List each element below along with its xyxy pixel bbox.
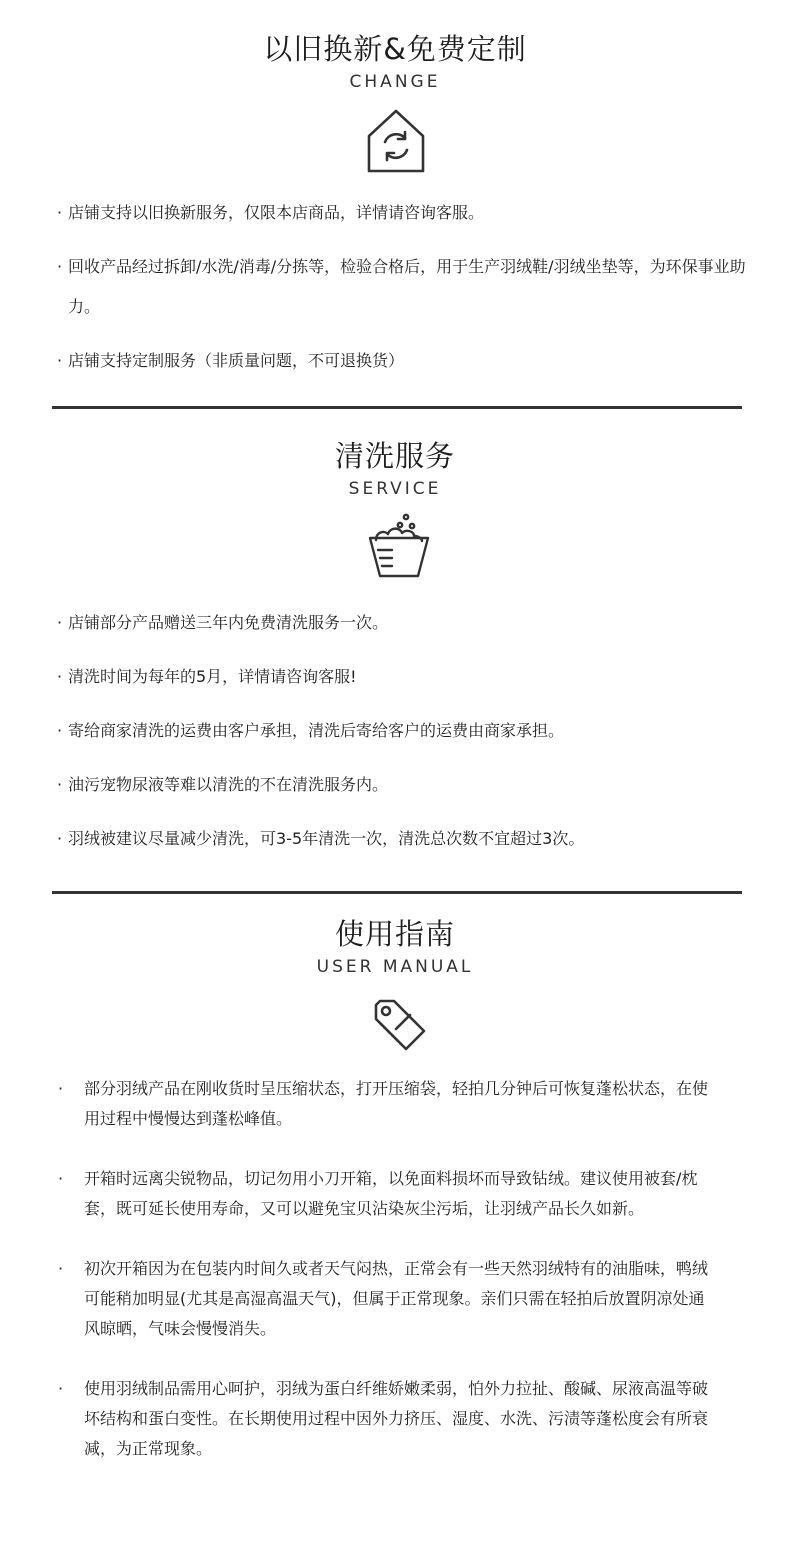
change-section-header: [0, 31, 790, 93]
manual-list: [56, 1074, 720, 1494]
bullet-dot: ·: [58, 1379, 64, 1398]
house-recycle-icon: [365, 108, 427, 174]
change-subtitle: CHANGE: [349, 72, 441, 92]
list-item: · 部分羽绒产品在刚收货时呈压缩状态，打开压缩袋，轻拍几分钟后可恢复蓬松状态，在使用过程中慢慢达到蓬松峰值。: [56, 1074, 720, 1134]
bullet-dot: ·: [57, 775, 63, 794]
bullet-dot: ·: [57, 721, 63, 740]
list-item: · 羽绒被建议尽量减少清洗，可3-5年清洗一次，清洗总次数不宜超过3次。: [56, 826, 746, 852]
service-title: 清洗服务: [334, 439, 455, 473]
list-item: · 开箱时远离尖锐物品，切记勿用小刀开箱，以免面料损坏而导致钻绒。建议使用被套/枕套，既可延长使用寿命，又可以避免宝贝沾染灰尘污垢，让羽绒产品长久如新。: [56, 1164, 720, 1224]
bullet-dot: ·: [57, 257, 63, 276]
list-item: · 使用羽绒制品需用心呵护，羽绒为蛋白纤维娇嫩柔弱，怕外力拉扯、酸碱、尿液高温等破坏结构和蛋白变性。在长期使用过程中因外力挤压、湿度、水洗、污渍等蓬松度会有所衰减，为正常现象。: [56, 1374, 720, 1464]
change-list: [56, 193, 746, 381]
change-title: 以旧换新&免费定制: [263, 32, 527, 66]
service-subtitle: SERVICE: [348, 479, 442, 499]
bullet-dot: ·: [58, 1169, 64, 1188]
list-item: · 店铺支持以旧换新服务，仅限本店商品，详情请咨询客服。: [56, 193, 746, 233]
service-list: [56, 610, 746, 880]
manual-title: 使用指南: [334, 917, 455, 951]
manual-section-header: [0, 916, 790, 978]
bullet-dot: ·: [57, 613, 63, 632]
wash-basin-icon: [366, 512, 432, 580]
tag-icon: [370, 995, 430, 1055]
list-item: · 寄给商家清洗的运费由客户承担，清洗后寄给客户的运费由商家承担。: [56, 718, 746, 744]
list-item: · 清洗时间为每年的5月，详情请咨询客服!: [56, 664, 746, 690]
list-item: · 店铺部分产品赠送三年内免费清洗服务一次。: [56, 610, 746, 636]
bullet-dot: ·: [57, 203, 63, 222]
bullet-dot: ·: [58, 1079, 64, 1098]
service-section-header: [0, 438, 790, 500]
bullet-dot: ·: [57, 667, 63, 686]
list-item: · 油污宠物尿液等难以清洗的不在清洗服务内。: [56, 772, 746, 798]
section-divider: [52, 406, 742, 409]
bullet-dot: ·: [58, 1259, 64, 1278]
bullet-dot: ·: [57, 829, 63, 848]
list-item: · 回收产品经过拆卸/水洗/消毒/分拣等，检验合格后，用于生产羽绒鞋/羽绒坐垫等，为环保事业助力。: [56, 247, 746, 327]
section-divider: [52, 891, 742, 894]
list-item: · 初次开箱因为在包装内时间久或者天气闷热，正常会有一些天然羽绒特有的油脂味，鸭绒可能稍加明显(尤其是高湿高温天气)，但属于正常现象。亲们只需在轻拍后放置阴凉处通风晾晒，气味会慢慢消失。: [56, 1254, 720, 1344]
manual-subtitle: USER MANUAL: [316, 957, 474, 977]
bullet-dot: ·: [57, 351, 63, 370]
list-item: · 店铺支持定制服务（非质量问题，不可退换货）: [56, 341, 746, 381]
